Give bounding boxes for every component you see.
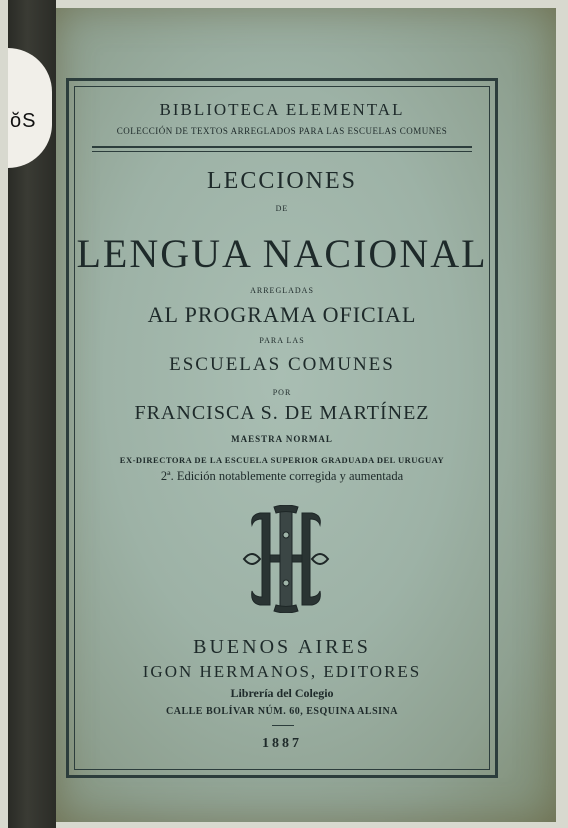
publisher-city: BUENOS AIRES	[193, 636, 371, 658]
title-connector-de: DE	[275, 204, 289, 213]
title-line-3: ESCUELAS COMUNES	[169, 354, 395, 375]
author-former-role: EX-DIRECTORA DE LA ESCUELA SUPERIOR GRADUADA DEL URUGUAY	[119, 455, 445, 465]
book-spine	[8, 0, 56, 828]
title-line-2: AL PROGRAMA OFICIAL	[147, 302, 417, 327]
edition-note: 2ª. Edición notablemente corregida y aumentada	[160, 469, 404, 483]
author-title: MAESTRA NORMAL	[231, 434, 333, 444]
publisher-address: CALLE BOLÍVAR NÚM. 60, ESQUINA ALSINA	[166, 706, 398, 717]
spine-label	[8, 48, 52, 168]
publisher-name: IGON HERMANOS, EDITORES	[142, 662, 422, 681]
main-title: LENGUA NACIONAL	[76, 231, 488, 276]
title-connector-arregladas: ARREGLADAS	[250, 286, 314, 295]
author-by: POR	[272, 388, 292, 397]
title-line-1: LECCIONES	[207, 168, 357, 194]
header-rule-thick	[92, 146, 472, 148]
spine-label-text: ŏS	[10, 110, 37, 132]
publication-year: 1887	[262, 736, 302, 751]
header-rule-thin	[92, 151, 472, 152]
title-connector-para-las: PARA LAS	[259, 336, 305, 345]
collection-subtitle: COLECCIÓN DE TEXTOS ARREGLADOS PARA LAS ESCUELAS COMUNES	[116, 126, 448, 136]
publisher-shop: Librería del Colegio	[230, 686, 334, 700]
series-title: BIBLIOTECA ELEMENTAL	[159, 100, 405, 119]
year-rule	[272, 725, 294, 726]
ornate-ih-monogram-icon	[240, 505, 332, 613]
author-name: FRANCISCA S. DE MARTÍNEZ	[134, 402, 430, 424]
